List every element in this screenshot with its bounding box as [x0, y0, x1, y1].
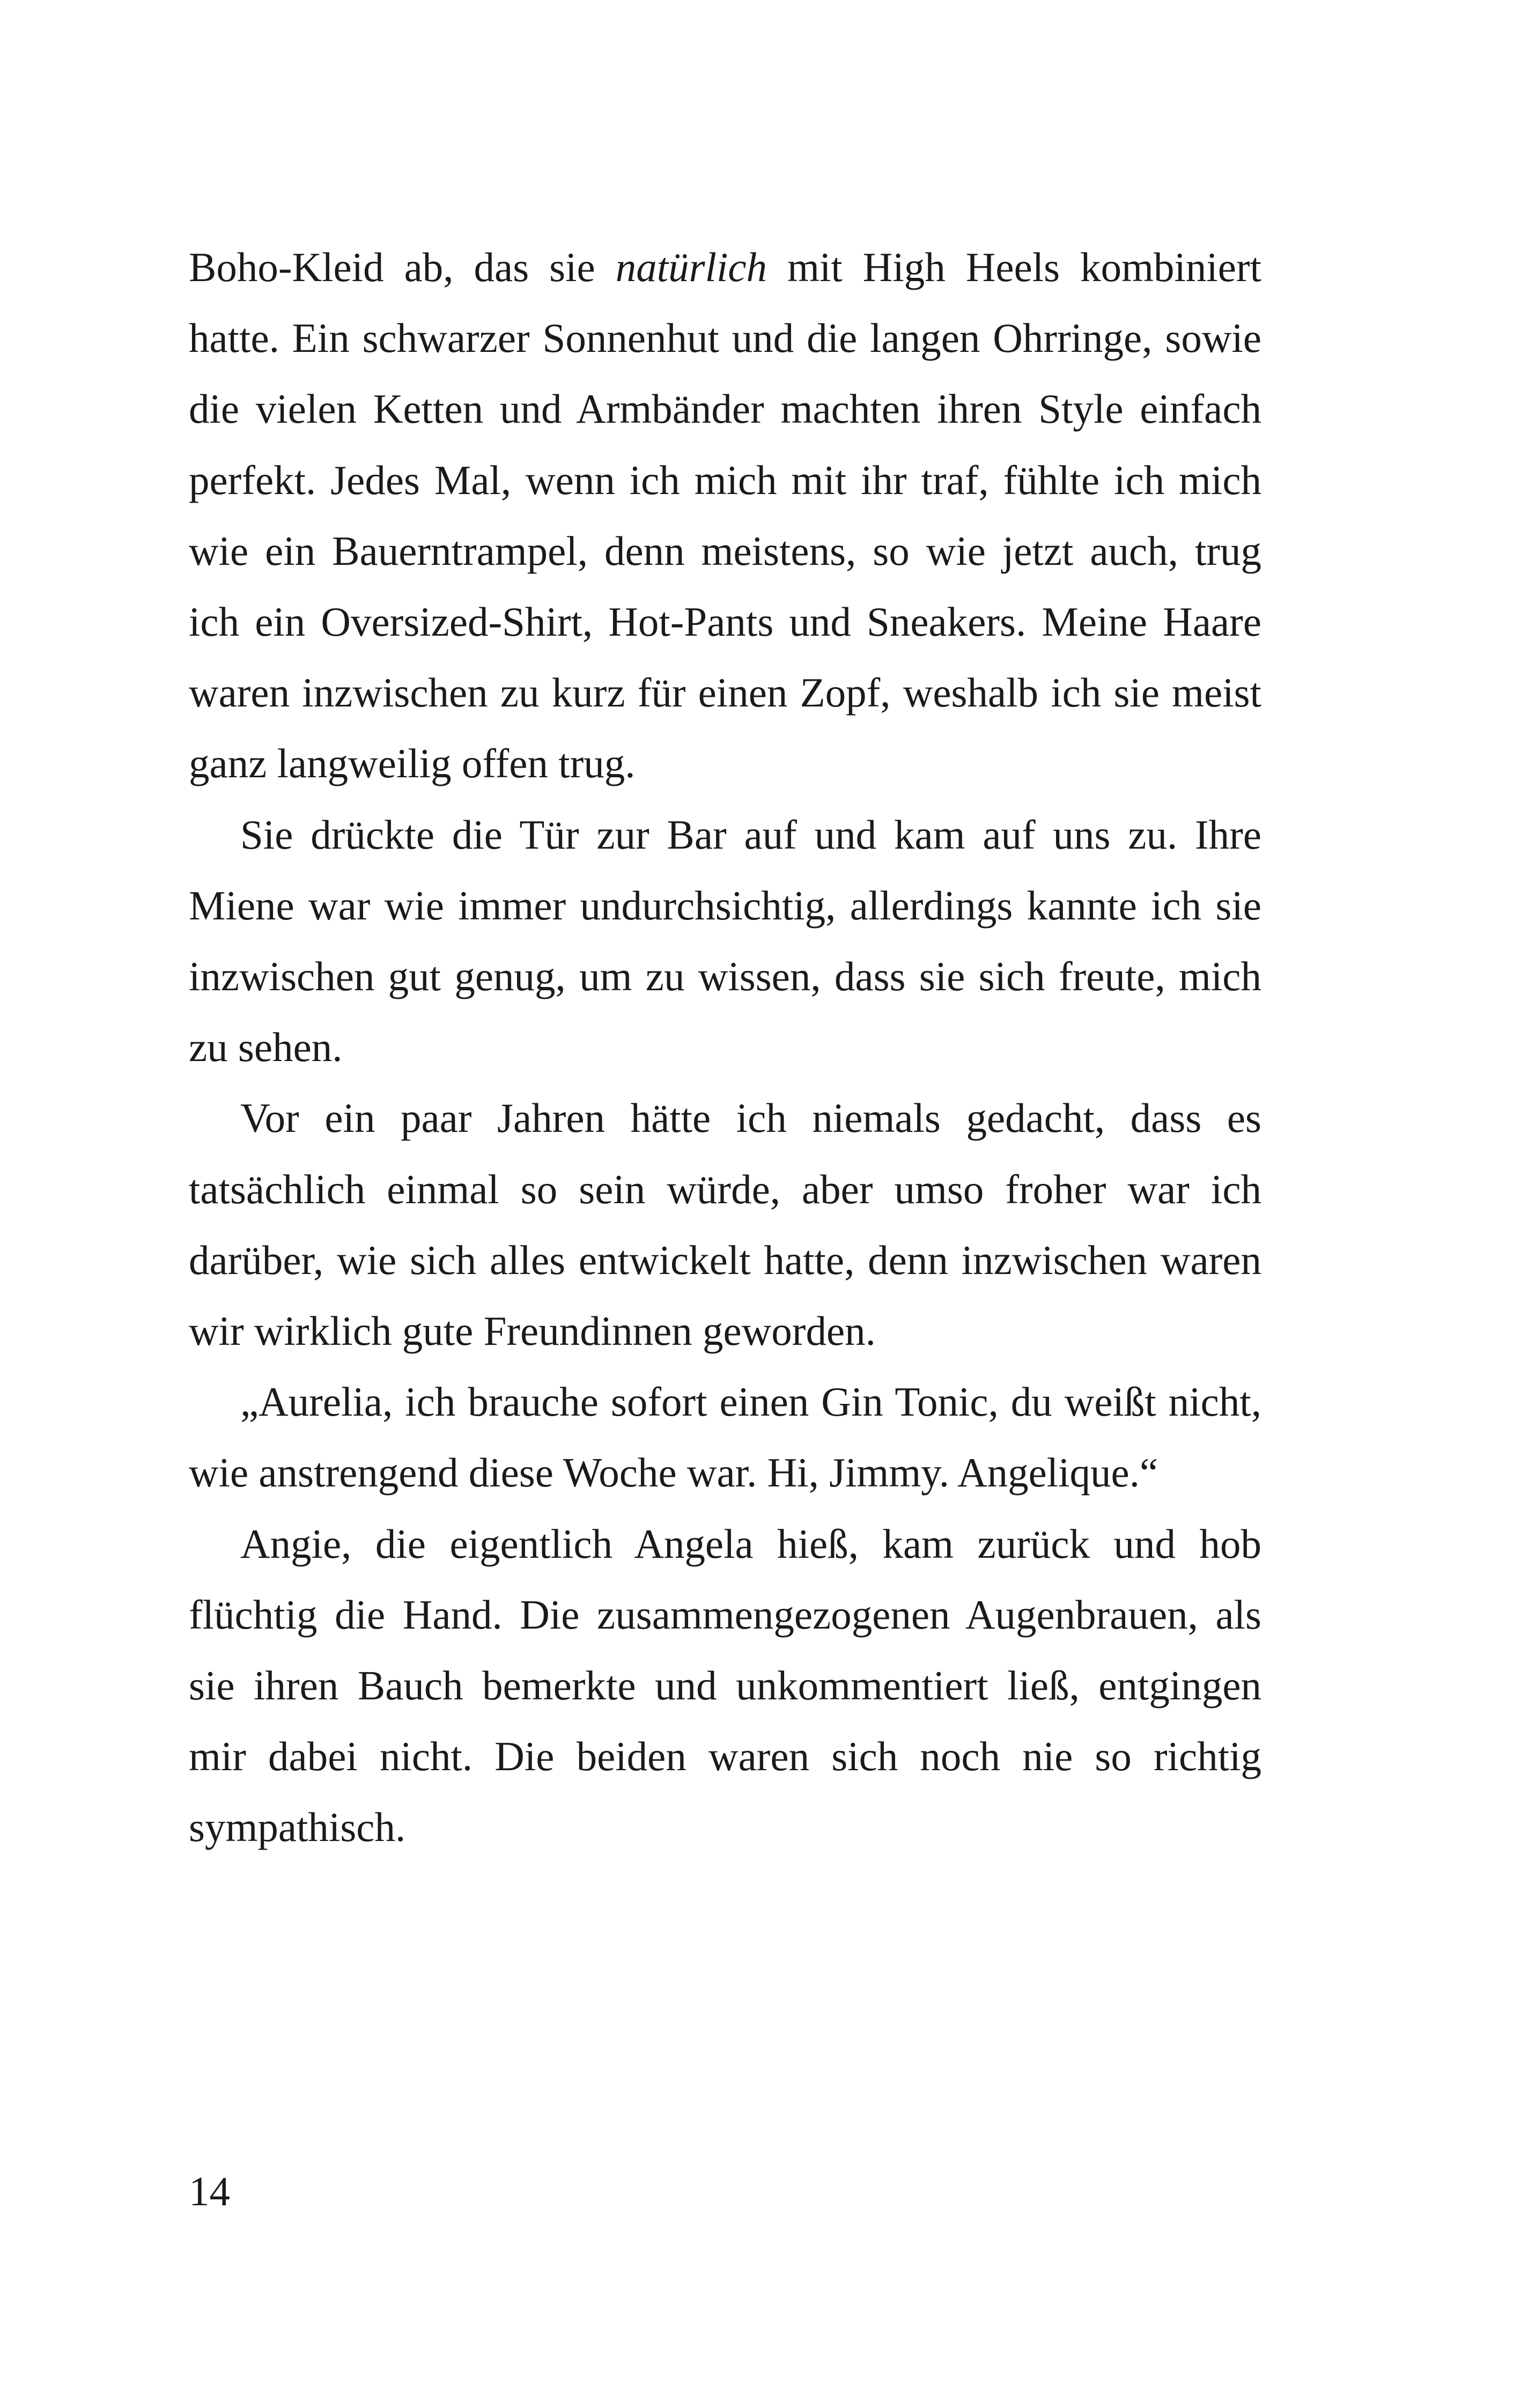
body-text: [189, 232, 1261, 1863]
paragraph-1-text-b: mit High Heels kombiniert hatte. Ein schwarzer Sonnenhut und die langen Ohrringe, sowie die vielen Ketten und Armbänder machten ihren Style einfach perfekt. Jedes Mal, wenn ich mich mit ihr traf, fühlte ich mich wie ein Bauerntrampel, denn meistens, so wie jetzt auch, trug ich ein Oversized-Shirt, Hot-Pants und Sneakers. Meine Haare waren inzwischen zu kurz für einen Zopf, weshalb ich sie meist ganz langweilig offen trug.: [189, 244, 1262, 787]
paragraph-5: [189, 1508, 1261, 1863]
paragraph-3: [189, 1083, 1261, 1366]
paragraph-5-text: Angie, die eigentlich Angela hieß, kam zurück und hob flüchtig die Hand. Die zusammengezogenen Augenbrauen, als sie ihren Bauch bemerkte und unkommentiert ließ, entgingen mir dabei nicht. Die beiden waren sich noch nie so richtig sympathisch.: [189, 1520, 1261, 1851]
paragraph-1-italic-word: natürlich: [615, 244, 767, 290]
paragraph-4-text: „Aurelia, ich brauche sofort einen Gin Tonic, du weißt nicht, wie anstrengend diese Woche war. Hi, Jimmy. Angelique.“: [189, 1379, 1261, 1496]
paragraph-4: [189, 1366, 1261, 1508]
page-number: 14: [189, 2168, 230, 2214]
paragraph-1: [189, 232, 1261, 799]
paragraph-2-text: Sie drückte die Tür zur Bar auf und kam auf uns zu. Ihre Miene war wie immer undurchsichtig, allerdings kannte ich sie inzwischen gut genug, um zu wissen, dass sie sich freute, mich zu sehen.: [189, 811, 1261, 1071]
paragraph-1-text-a: Boho-Kleid ab, das sie: [189, 244, 616, 290]
paragraph-3-text: Vor ein paar Jahren hätte ich niemals gedacht, dass es tatsächlich einmal so sein würde, aber umso froher war ich darüber, wie sich alles entwickelt hatte, denn inzwischen waren wir wirklich gute Freundinnen geworden.: [189, 1095, 1261, 1354]
paragraph-2: [189, 799, 1261, 1083]
